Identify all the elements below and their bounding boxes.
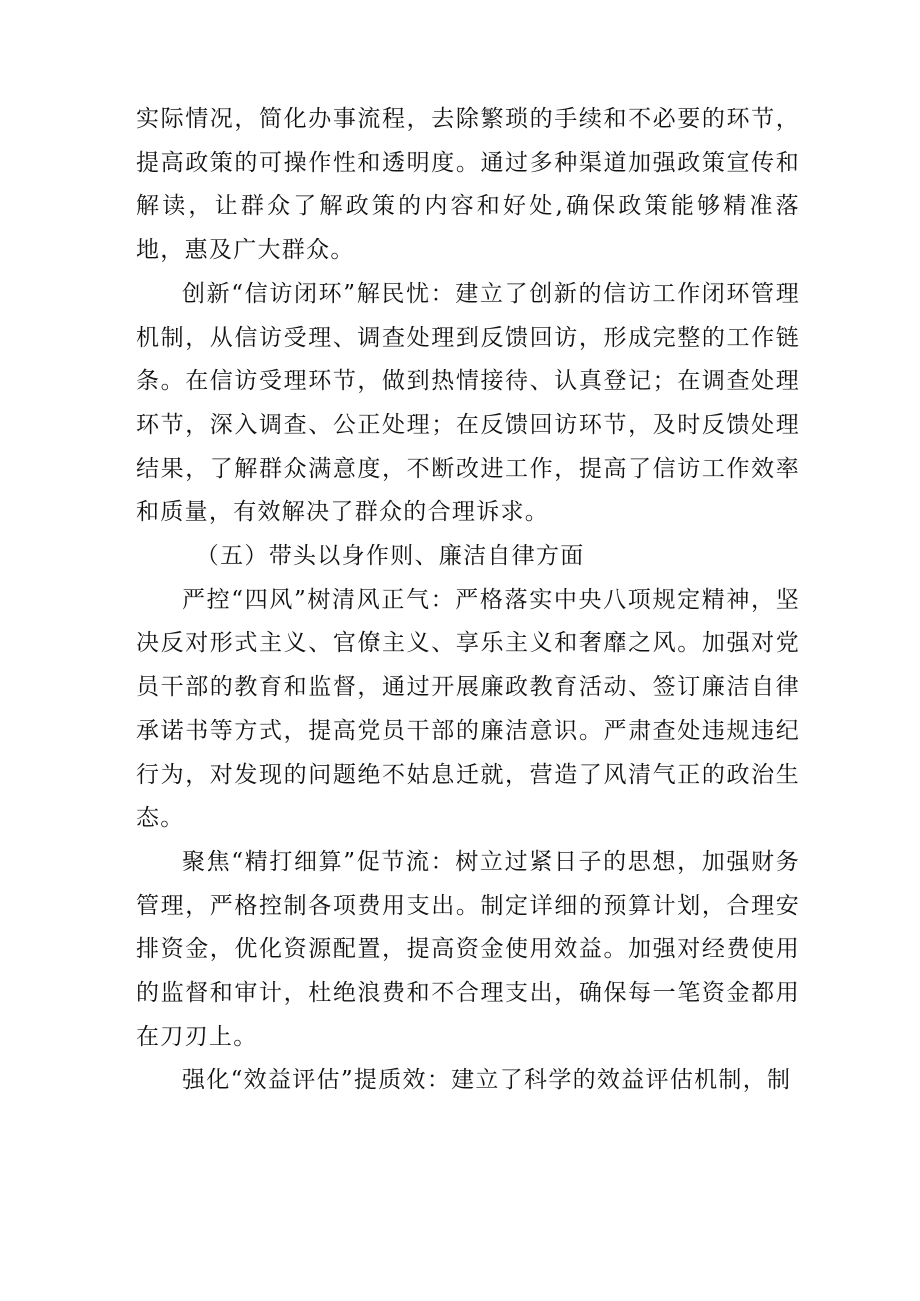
- paragraph-petition-loop: 创新“信访闭环”解民忧：建立了创新的信访工作闭环管理机制，从信访受理、调查处理到反馈回访，形成完整的工作链条。在信访受理环节，做到热情接待、认真登记；在调查处理环节，深入调查、公正处理；在反馈回访环节，及时反馈处理结果，了解群众满意度，不断改进工作，提高了信访工作效率和质量，有效解决了群众的合理诉求。: [136, 280, 800, 526]
- paragraph-benefit-evaluation: 强化“效益评估”提质效：建立了科学的效益评估机制，制: [182, 1067, 792, 1094]
- paragraph-four-winds: 严控“四风”树清风正气：严格落实中央八项规定精神，坚决反对形式主义、官僚主义、享乐主义和奢靡之风。加强对党员干部的教育和监督，通过开展廉政教育活动、签订廉洁自律承诺书等方式，提高党员干部的廉洁意识。严肃查处违规违纪行为，对发现的问题绝不姑息迁就，营造了风清气正的政治生态。: [136, 586, 800, 832]
- section-heading-integrity: （五）带头以身作则、廉洁自律方面: [195, 543, 585, 570]
- paragraph-policy-continuation: 实际情况，简化办事流程，去除繁琐的手续和不必要的环节，提高政策的可操作性和透明度。通过多种渠道加强政策宣传和解读，让群众了解政策的内容和好处,确保政策能够精准落地，惠及广大群众。: [136, 106, 800, 264]
- document-body: [136, 98, 800, 1103]
- paragraph-frugal-budget: 聚焦“精打细算”促节流：树立过紧日子的思想，加强财务管理，严格控制各项费用支出。制定详细的预算计划，合理安排资金，优化资源配置，提高资金使用效益。加强对经费使用的监督和审计，杜绝浪费和不合理支出，确保每一笔资金都用在刀刃上。: [136, 848, 800, 1050]
